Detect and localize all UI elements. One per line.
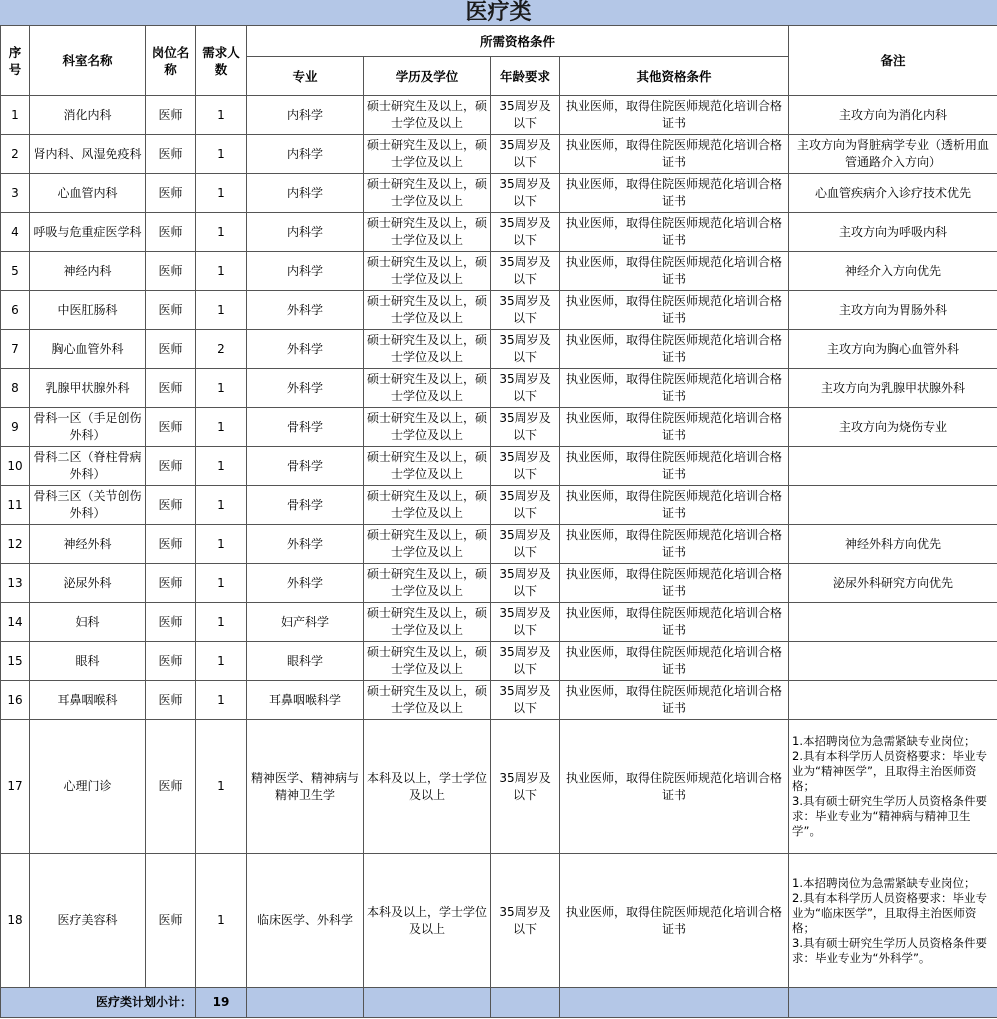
table-row [1,330,997,369]
table-row [1,408,997,447]
cell-post: 医师 [146,96,196,135]
cell-seq: 9 [1,408,30,447]
cell-age: 35周岁及以下 [491,564,560,603]
table-body [1,96,997,988]
cell-other: 执业医师，取得住院医师规范化培训合格证书 [560,174,789,213]
cell-dept: 消化内科 [30,96,146,135]
cell-num: 1 [196,854,247,988]
cell-other: 执业医师，取得住院医师规范化培训合格证书 [560,135,789,174]
cell-num: 1 [196,174,247,213]
cell-age: 35周岁及以下 [491,330,560,369]
table-row [1,486,997,525]
cell-post: 医师 [146,603,196,642]
cell-dept: 骨科二区（脊柱骨病外科） [30,447,146,486]
cell-remark: 泌尿外科研究方向优先 [789,564,997,603]
cell-major: 内科学 [247,213,364,252]
cell-dept: 心理门诊 [30,720,146,854]
cell-dept: 耳鼻咽喉科 [30,681,146,720]
table-row [1,854,997,988]
cell-major: 骨科学 [247,408,364,447]
cell-remark: 主攻方向为胸心血管外科 [789,330,997,369]
header-major: 专业 [247,57,364,96]
cell-seq: 7 [1,330,30,369]
cell-dept: 骨科一区（手足创伤外科） [30,408,146,447]
total-empty-cell [247,988,364,1018]
total-empty-cell [364,988,491,1018]
cell-seq: 1 [1,96,30,135]
cell-dept: 眼科 [30,642,146,681]
cell-major: 妇产科学 [247,603,364,642]
cell-post: 医师 [146,174,196,213]
header-age: 年龄要求 [491,57,560,96]
cell-num: 1 [196,96,247,135]
table-row [1,681,997,720]
cell-seq: 16 [1,681,30,720]
header-seq: 序号 [1,26,30,96]
cell-post: 医师 [146,681,196,720]
cell-post: 医师 [146,135,196,174]
cell-remark: 主攻方向为消化内科 [789,96,997,135]
cell-age: 35周岁及以下 [491,174,560,213]
cell-other: 执业医师，取得住院医师规范化培训合格证书 [560,603,789,642]
total-empty-cell [789,988,997,1018]
cell-dept: 肾内科、风湿免疫科 [30,135,146,174]
cell-seq: 8 [1,369,30,408]
cell-remark: 1.本招聘岗位为急需紧缺专业岗位； 2.具有本科学历人员资格要求：毕业专业为“临床医学”，且取得主治医师资格； 3.具有硕士研究生学历人员资格条件要求：毕业专业为“外科学”。 [789,854,997,988]
total-label: 医疗类计划小计： [1,988,196,1018]
table-row [1,174,997,213]
cell-post: 医师 [146,486,196,525]
cell-other: 执业医师，取得住院医师规范化培训合格证书 [560,854,789,988]
table-row [1,369,997,408]
table-row [1,720,997,854]
cell-post: 医师 [146,642,196,681]
cell-dept: 骨科三区（关节创伤外科） [30,486,146,525]
cell-remark: 主攻方向为呼吸内科 [789,213,997,252]
cell-age: 35周岁及以下 [491,854,560,988]
cell-post: 医师 [146,408,196,447]
cell-num: 1 [196,564,247,603]
cell-major: 外科学 [247,330,364,369]
cell-remark: 心血管疾病介入诊疗技术优先 [789,174,997,213]
cell-post: 医师 [146,447,196,486]
cell-seq: 14 [1,603,30,642]
cell-num: 1 [196,642,247,681]
header-qualifications: 所需资格条件 [247,26,789,57]
cell-other: 执业医师，取得住院医师规范化培训合格证书 [560,213,789,252]
cell-seq: 5 [1,252,30,291]
cell-post: 医师 [146,369,196,408]
cell-edu: 硕士研究生及以上，硕士学位及以上 [364,96,491,135]
cell-edu: 硕士研究生及以上，硕士学位及以上 [364,603,491,642]
cell-num: 1 [196,486,247,525]
cell-num: 1 [196,720,247,854]
cell-remark [789,486,997,525]
cell-post: 医师 [146,525,196,564]
cell-seq: 15 [1,642,30,681]
table-row [1,291,997,330]
cell-post: 医师 [146,720,196,854]
cell-major: 内科学 [247,135,364,174]
cell-edu: 硕士研究生及以上，硕士学位及以上 [364,681,491,720]
cell-edu: 硕士研究生及以上，硕士学位及以上 [364,642,491,681]
cell-remark [789,603,997,642]
cell-edu: 硕士研究生及以上，硕士学位及以上 [364,564,491,603]
cell-other: 执业医师，取得住院医师规范化培训合格证书 [560,681,789,720]
cell-other: 执业医师，取得住院医师规范化培训合格证书 [560,96,789,135]
cell-remark: 神经介入方向优先 [789,252,997,291]
total-empty-cell [560,988,789,1018]
cell-post: 医师 [146,252,196,291]
cell-edu: 硕士研究生及以上，硕士学位及以上 [364,486,491,525]
header-other: 其他资格条件 [560,57,789,96]
recruitment-table [0,25,997,1018]
cell-major: 外科学 [247,369,364,408]
cell-major: 耳鼻咽喉科学 [247,681,364,720]
cell-other: 执业医师，取得住院医师规范化培训合格证书 [560,525,789,564]
cell-major: 内科学 [247,252,364,291]
header-num: 需求人数 [196,26,247,96]
cell-age: 35周岁及以下 [491,720,560,854]
cell-dept: 中医肛肠科 [30,291,146,330]
cell-dept: 心血管内科 [30,174,146,213]
cell-dept: 神经外科 [30,525,146,564]
cell-other: 执业医师，取得住院医师规范化培训合格证书 [560,642,789,681]
cell-remark [789,681,997,720]
cell-major: 精神医学、精神病与精神卫生学 [247,720,364,854]
cell-seq: 10 [1,447,30,486]
cell-seq: 3 [1,174,30,213]
cell-num: 1 [196,681,247,720]
cell-major: 骨科学 [247,486,364,525]
cell-dept: 神经内科 [30,252,146,291]
cell-remark: 主攻方向为烧伤专业 [789,408,997,447]
cell-seq: 4 [1,213,30,252]
cell-seq: 18 [1,854,30,988]
cell-seq: 17 [1,720,30,854]
cell-other: 执业医师，取得住院医师规范化培训合格证书 [560,252,789,291]
cell-other: 执业医师，取得住院医师规范化培训合格证书 [560,720,789,854]
cell-num: 1 [196,369,247,408]
cell-other: 执业医师，取得住院医师规范化培训合格证书 [560,408,789,447]
table-row [1,525,997,564]
cell-age: 35周岁及以下 [491,135,560,174]
cell-other: 执业医师，取得住院医师规范化培训合格证书 [560,330,789,369]
cell-edu: 硕士研究生及以上，硕士学位及以上 [364,408,491,447]
cell-major: 内科学 [247,174,364,213]
table-row [1,135,997,174]
cell-other: 执业医师，取得住院医师规范化培训合格证书 [560,486,789,525]
header-remark: 备注 [789,26,997,96]
cell-major: 临床医学、外科学 [247,854,364,988]
cell-remark: 神经外科方向优先 [789,525,997,564]
cell-num: 1 [196,291,247,330]
cell-dept: 胸心血管外科 [30,330,146,369]
table-row [1,564,997,603]
cell-seq: 13 [1,564,30,603]
cell-post: 医师 [146,564,196,603]
cell-edu: 硕士研究生及以上，硕士学位及以上 [364,291,491,330]
table-row [1,642,997,681]
total-value: 19 [196,988,247,1018]
cell-seq: 12 [1,525,30,564]
cell-remark: 主攻方向为胃肠外科 [789,291,997,330]
cell-num: 1 [196,525,247,564]
cell-dept: 乳腺甲状腺外科 [30,369,146,408]
cell-seq: 11 [1,486,30,525]
cell-age: 35周岁及以下 [491,642,560,681]
cell-remark [789,447,997,486]
cell-dept: 医疗美容科 [30,854,146,988]
cell-age: 35周岁及以下 [491,681,560,720]
cell-other: 执业医师，取得住院医师规范化培训合格证书 [560,369,789,408]
cell-num: 1 [196,135,247,174]
cell-dept: 呼吸与危重症医学科 [30,213,146,252]
cell-edu: 本科及以上，学士学位及以上 [364,720,491,854]
cell-major: 外科学 [247,525,364,564]
header-post: 岗位名称 [146,26,196,96]
cell-num: 1 [196,408,247,447]
cell-age: 35周岁及以下 [491,369,560,408]
cell-edu: 硕士研究生及以上，硕士学位及以上 [364,525,491,564]
cell-edu: 硕士研究生及以上，硕士学位及以上 [364,330,491,369]
cell-remark: 主攻方向为乳腺甲状腺外科 [789,369,997,408]
cell-edu: 硕士研究生及以上，硕士学位及以上 [364,447,491,486]
cell-major: 外科学 [247,291,364,330]
cell-num: 1 [196,447,247,486]
cell-age: 35周岁及以下 [491,486,560,525]
cell-other: 执业医师，取得住院医师规范化培训合格证书 [560,291,789,330]
cell-age: 35周岁及以下 [491,447,560,486]
cell-num: 1 [196,252,247,291]
cell-age: 35周岁及以下 [491,408,560,447]
cell-other: 执业医师，取得住院医师规范化培训合格证书 [560,447,789,486]
cell-seq: 2 [1,135,30,174]
table-row [1,252,997,291]
cell-age: 35周岁及以下 [491,603,560,642]
cell-num: 1 [196,213,247,252]
cell-remark: 1.本招聘岗位为急需紧缺专业岗位； 2.具有本科学历人员资格要求：毕业专业为“精神医学”，且取得主治医师资格； 3.具有硕士研究生学历人员资格条件要求：毕业专业为“精神病与精神卫生学”。 [789,720,997,854]
cell-dept: 妇科 [30,603,146,642]
cell-major: 眼科学 [247,642,364,681]
cell-seq: 6 [1,291,30,330]
table-row [1,213,997,252]
cell-edu: 硕士研究生及以上，硕士学位及以上 [364,135,491,174]
cell-dept: 泌尿外科 [30,564,146,603]
total-row [1,988,997,1018]
cell-post: 医师 [146,213,196,252]
cell-age: 35周岁及以下 [491,291,560,330]
header-dept: 科室名称 [30,26,146,96]
cell-age: 35周岁及以下 [491,96,560,135]
table-row [1,96,997,135]
cell-major: 外科学 [247,564,364,603]
cell-major: 内科学 [247,96,364,135]
sheet-title: 医疗类 [0,0,997,25]
cell-num: 1 [196,603,247,642]
cell-other: 执业医师，取得住院医师规范化培训合格证书 [560,564,789,603]
cell-edu: 硕士研究生及以上，硕士学位及以上 [364,213,491,252]
table-row [1,603,997,642]
cell-post: 医师 [146,854,196,988]
cell-edu: 本科及以上，学士学位及以上 [364,854,491,988]
table-row [1,447,997,486]
total-empty-cell [491,988,560,1018]
cell-major: 骨科学 [247,447,364,486]
cell-age: 35周岁及以下 [491,252,560,291]
cell-age: 35周岁及以下 [491,213,560,252]
cell-age: 35周岁及以下 [491,525,560,564]
cell-remark: 主攻方向为肾脏病学专业（透析用血管通路介入方向） [789,135,997,174]
cell-post: 医师 [146,291,196,330]
cell-edu: 硕士研究生及以上，硕士学位及以上 [364,369,491,408]
header-edu: 学历及学位 [364,57,491,96]
cell-num: 2 [196,330,247,369]
cell-edu: 硕士研究生及以上，硕士学位及以上 [364,252,491,291]
cell-post: 医师 [146,330,196,369]
cell-edu: 硕士研究生及以上，硕士学位及以上 [364,174,491,213]
cell-remark [789,642,997,681]
